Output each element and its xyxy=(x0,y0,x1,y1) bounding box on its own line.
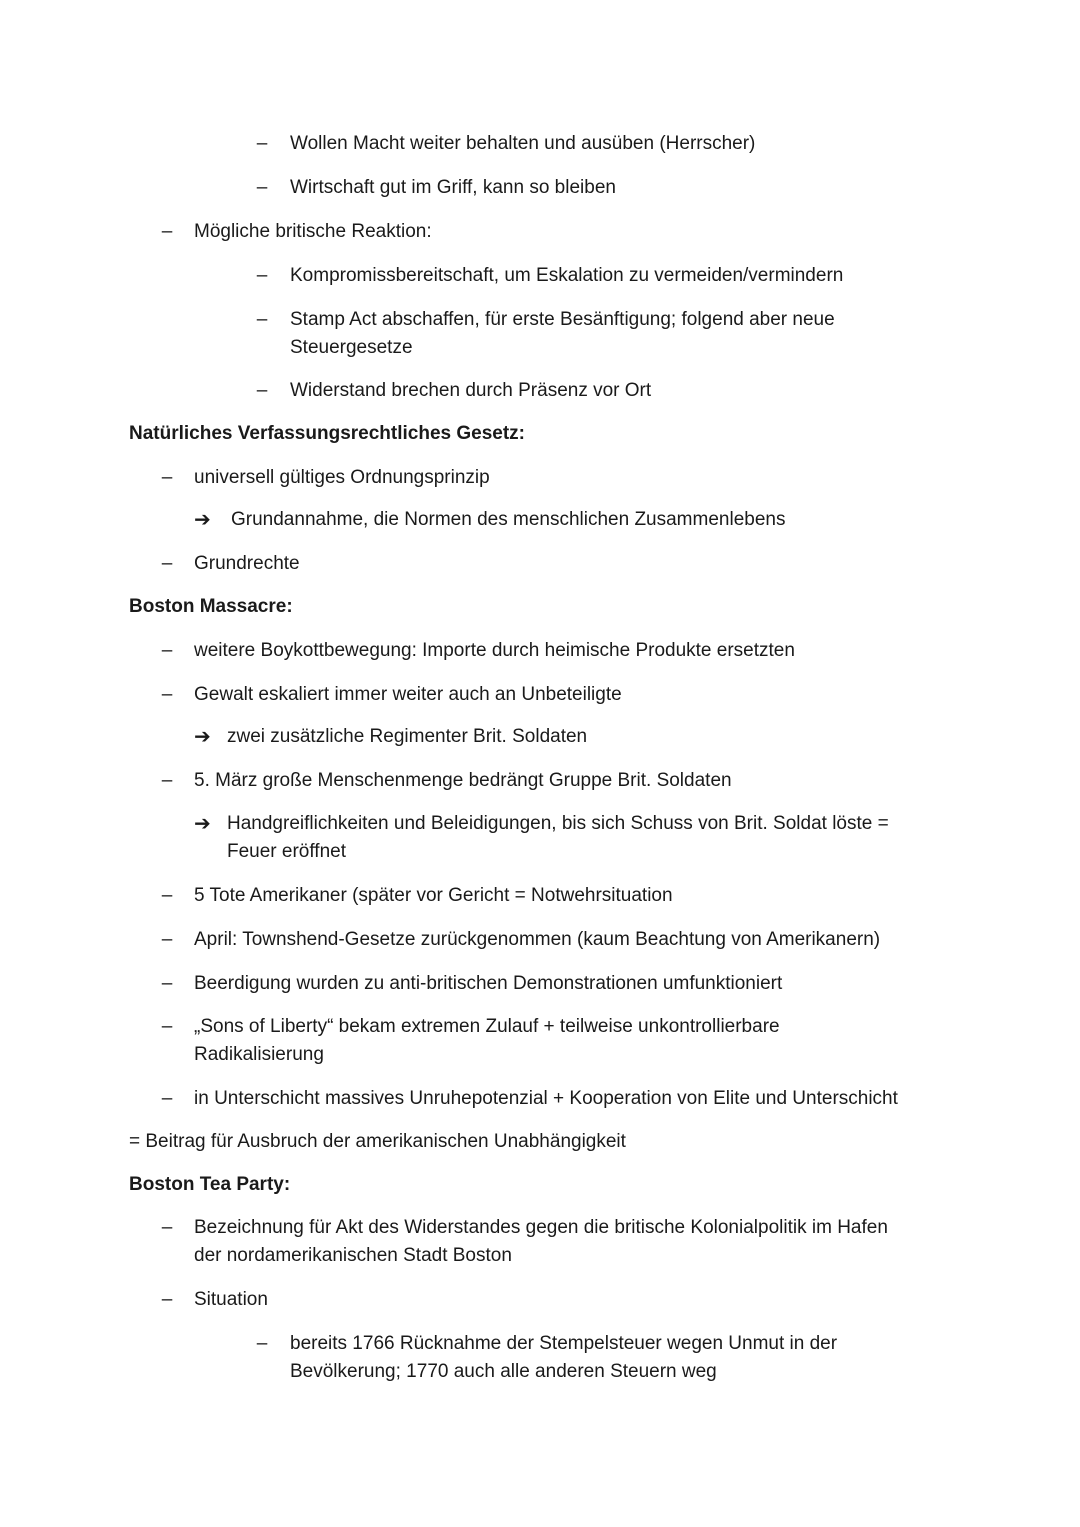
section-heading: Natürliches Verfassungsrechtliches Gesetz: xyxy=(129,423,525,444)
bullet-dash: – xyxy=(161,929,173,950)
list-item: Handgreiflichkeiten und Beleidigungen, bis sich Schuss von Brit. Soldat löste = xyxy=(227,813,889,834)
list-item: Grundannahme, die Normen des menschlichen Zusammenlebens xyxy=(231,509,786,530)
arrow-icon: ➔ xyxy=(194,509,211,531)
bullet-dash: – xyxy=(256,177,268,198)
list-item: Gewalt eskaliert immer weiter auch an Unbeteiligte xyxy=(194,684,622,705)
bullet-dash: – xyxy=(161,221,173,242)
bullet-dash: – xyxy=(256,133,268,154)
list-item: Stamp Act abschaffen, für erste Besänftigung; folgend aber neue xyxy=(290,309,835,330)
list-item-continuation: Radikalisierung xyxy=(194,1044,324,1065)
bullet-dash: – xyxy=(161,1088,173,1109)
list-item: 5. März große Menschenmenge bedrängt Gruppe Brit. Soldaten xyxy=(194,770,732,791)
bullet-dash: – xyxy=(161,467,173,488)
list-item: Situation xyxy=(194,1289,268,1310)
list-item: „Sons of Liberty“ bekam extremen Zulauf + teilweise unkontrollierbare xyxy=(194,1016,780,1037)
bullet-dash: – xyxy=(161,885,173,906)
bullet-dash: – xyxy=(256,265,268,286)
list-item-continuation: der nordamerikanischen Stadt Boston xyxy=(194,1245,512,1266)
section-heading: Boston Tea Party: xyxy=(129,1174,291,1195)
bullet-dash: – xyxy=(256,1333,268,1354)
bullet-dash: – xyxy=(161,553,173,574)
bullet-dash: – xyxy=(256,380,268,401)
list-item: Wollen Macht weiter behalten und ausüben (Herrscher) xyxy=(290,133,756,154)
list-item: 5 Tote Amerikaner (später vor Gericht = Notwehrsituation xyxy=(194,885,673,906)
arrow-icon: ➔ xyxy=(194,813,211,835)
list-item-continuation: Steuergesetze xyxy=(290,337,413,358)
summary-line: = Beitrag für Ausbruch der amerikanischen Unabhängigkeit xyxy=(129,1131,626,1152)
bullet-dash: – xyxy=(256,309,268,330)
list-item: Grundrechte xyxy=(194,553,300,574)
bullet-dash: – xyxy=(161,770,173,791)
section-heading: Boston Massacre: xyxy=(129,596,293,617)
list-item-continuation: Feuer eröffnet xyxy=(227,841,347,862)
list-item: universell gültiges Ordnungsprinzip xyxy=(194,467,490,488)
bullet-dash: – xyxy=(161,973,173,994)
list-item: Kompromissbereitschaft, um Eskalation zu vermeiden/vermindern xyxy=(290,265,844,286)
list-item: Widerstand brechen durch Präsenz vor Ort xyxy=(290,380,652,401)
list-item: Beerdigung wurden zu anti-britischen Demonstrationen umfunktioniert xyxy=(194,973,783,994)
list-item: Mögliche britische Reaktion: xyxy=(194,221,432,242)
list-item: bereits 1766 Rücknahme der Stempelsteuer wegen Unmut in der xyxy=(290,1333,838,1354)
list-item: weitere Boykottbewegung: Importe durch heimische Produkte ersetzten xyxy=(194,640,795,661)
list-item: April: Townshend-Gesetze zurückgenommen (kaum Beachtung von Amerikanern) xyxy=(194,929,881,950)
bullet-dash: – xyxy=(161,1217,173,1238)
bullet-dash: – xyxy=(161,1016,173,1037)
list-item: zwei zusätzliche Regimenter Brit. Soldaten xyxy=(227,726,588,747)
bullet-dash: – xyxy=(161,684,173,705)
bullet-dash: – xyxy=(161,640,173,661)
list-item: Wirtschaft gut im Griff, kann so bleiben xyxy=(290,177,616,198)
arrow-icon: ➔ xyxy=(194,726,211,748)
list-item-continuation: Bevölkerung; 1770 auch alle anderen Steuern weg xyxy=(290,1361,717,1382)
list-item: in Unterschicht massives Unruhepotenzial + Kooperation von Elite und Unterschicht xyxy=(194,1088,898,1109)
bullet-dash: – xyxy=(161,1289,173,1310)
list-item: Bezeichnung für Akt des Widerstandes gegen die britische Kolonialpolitik im Hafen xyxy=(194,1217,888,1238)
